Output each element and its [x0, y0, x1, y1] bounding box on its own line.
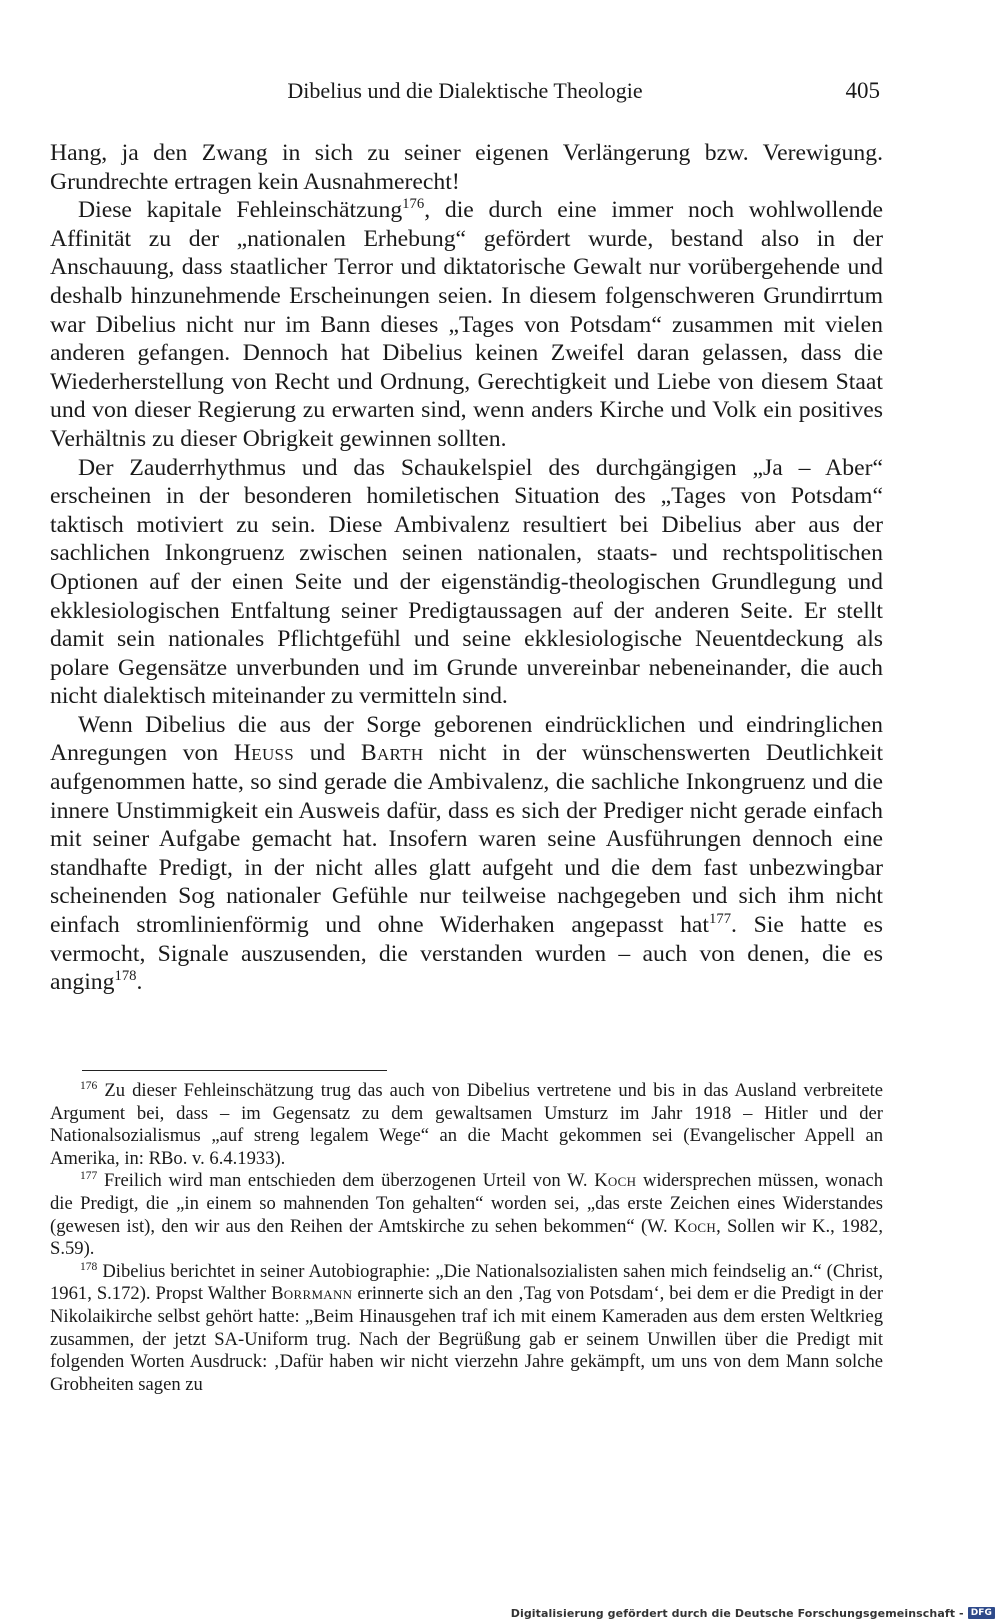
- author-name-koch-2: Koch: [674, 1215, 717, 1237]
- paragraph-2: [50, 196, 883, 453]
- footnote-number-177: 177: [80, 1170, 98, 1183]
- author-name-barth: Barth: [360, 740, 424, 767]
- footnote-176-text: Zu dieser Fehleinschätzung trug das auch von Dibelius vertretene und bis in das Ausland verbreitete Argument bei, dass – im Gegensatz zu dem gewaltsamen Umsturz im Jahr 1918 – Hitler und der Nationalsozialismus „auf streng legalem Wege“ an die Macht gekommen sei (Evangelischer Appell an Amerika, in: RBo. v. 6.4.1933).: [50, 1080, 884, 1169]
- paragraph-3: [50, 454, 883, 711]
- paragraph-4: [50, 711, 883, 997]
- digitization-note: Digitalisierung gefördert durch die Deutsche Forschungsgemeinschaft -: [510, 1606, 964, 1620]
- footnote-177-text-a: Freilich wird man entschieden dem überzogenen Urteil von W.: [103, 1170, 588, 1192]
- dfg-logo: DFG: [968, 1607, 995, 1619]
- footnote-number-176: 176: [80, 1080, 98, 1093]
- author-name-borrmann: Borrmann: [271, 1283, 353, 1305]
- footnote-178-text-a: Dibelius berichtet in seiner Autobiographie: „Die Nationalsozialisten sahen mich feindselig an.“ (Christ, 1961, S.172). Propst Walther: [50, 1260, 883, 1305]
- footnote-ref-177[interactable]: 177: [709, 911, 732, 928]
- digitization-footer: [511, 1605, 995, 1621]
- paragraph-4-text-a: Wenn Dibelius die aus der Sorge geborenen eindrücklichen und eindringlichen Anregungen von: [50, 711, 883, 767]
- footnote-177: [50, 1170, 883, 1260]
- paragraph-4-text-c: nicht in der wünschenswerten Deutlichkeit aufgenommen hatte, so sind gerade die Ambivalenz, die sachliche Inkongruenz und die innere Unstimmigkeit ein Ausweis dafür, dass es sich der Prediger nicht gerade einfach mit seiner Aufgabe gemacht hat. Insofern waren seine Ausführungen dennoch eine standhafte Predigt, in der nicht alles glatt aufgeht und die dem fast unbezwingbar scheinenden Sog nationaler Gefühle nur teilweise nachgegeben und sich ihm nicht einfach stromlinienförmig und ohne Widerhaken angepasst hat: [50, 740, 884, 939]
- footnote-177-text-c: , Sollen wir K., 1982, S.59).: [50, 1215, 884, 1260]
- footnote-177-text-b: widersprechen müssen, wonach die Predigt, die „in einem so mahnenden Ton gehalten“ worden sei, „das erste Zeichen eines Widerstandes (gewesen ist), den wir aus den Reihen der Amtskirche zu sehen bekommen“ (W.: [50, 1170, 883, 1237]
- paragraph-1-text: Hang, ja den Zwang in sich zu seiner eigenen Verlängerung bzw. Verewigung. Grundrechte ertragen kein Ausnahmerecht!: [50, 140, 883, 195]
- paragraph-2-text-a: Diese kapitale Fehleinschätzung: [78, 197, 403, 224]
- paragraph-4-text-e: .: [136, 969, 143, 996]
- author-name-heuss: Heuss: [233, 740, 295, 767]
- paragraph-3-text: Der Zauderrhythmus und das Schaukelspiel des durchgängigen „Ja – Aber“ erscheinen in der besonderen homiletischen Situation des „Tages von Potsdam“ taktisch motiviert zu sein. Diese Ambivalenz resultiert bei Dibelius aber aus der sachlichen Inkongruenz zwischen seinen nationalen, staats- und rechtspolitischen Optionen auf der einen Seite und der eigenständig-theologischen Grundlegung und ekklesiologischen Entfaltung seiner Predigtaussagen auf der anderen Seite. Er stellt damit sein nationales Pflichtgefühl und seine ekklesiologische Neuentdeckung als polare Gegensätze unverbunden und im Grunde unvereinbar nebeneinander, die auch nicht dialektisch miteinander zu vermitteln sind.: [50, 454, 883, 710]
- footnote-178: [50, 1261, 883, 1397]
- footnote-176: [50, 1080, 883, 1170]
- main-text: [50, 139, 883, 997]
- footnote-divider: [82, 1070, 387, 1071]
- running-header: [50, 78, 880, 112]
- footnote-178-text-b: erinnerte sich an den ‚Tag von Potsdam‘, bei dem er die Predigt in der Nikolaikirche selbst gehört hatte: „Beim Hinausgehen traf ich mit einem Kameraden aus dem ersten Weltkrieg zusammen, der jetzt SA-Uniform trug. Nach der Begrüßung gab er seinem Unwillen über die Predigt mit folgenden Worten Ausdruck: ‚Dafür haben wir nicht vierzehn Jahre gekämpft, um uns von dem Mann solche Grobheiten sagen zu: [50, 1283, 884, 1395]
- paragraph-1: [50, 139, 883, 196]
- paragraph-4-text-d: . Sie hatte es vermocht, Signale auszusenden, die verstanden wurden – auch von denen, die es anging: [50, 912, 883, 996]
- footnotes: [50, 1080, 883, 1396]
- paragraph-2-text-b: , die durch eine immer noch wohlwollende Affinität zu der „nationalen Erhebung“ gefördert wurde, bestand also in der Anschauung, dass staatlicher Terror und diktatorische Gewalt nur vorübergehende und deshalb hinzunehmende Erscheinungen seien. In diesem folgenschweren Grundirrtum war Dibelius nicht nur im Bann dieses „Tages von Potsdam“ zusammen mit vielen anderen gefangen. Dennoch hat Dibelius keinen Zweifel daran gelassen, dass die Wiederherstellung von Recht und Ordnung, Gerechtigkeit und Liebe von diesem Staat und von dieser Regierung zu erwarten sind, wenn anders Kirche und Volk ein positives Verhältnis zu dieser Obrigkeit gewinnen sollten.: [50, 197, 884, 452]
- author-name-koch: Koch: [594, 1170, 637, 1192]
- footnote-ref-178[interactable]: 178: [114, 968, 137, 985]
- footnote-ref-176[interactable]: 176: [402, 196, 425, 213]
- footnote-number-178: 178: [80, 1260, 98, 1273]
- paragraph-4-text-b: und: [309, 740, 346, 767]
- page-number: 405: [845, 78, 880, 103]
- running-title: Dibelius und die Dialektische Theologie: [287, 78, 643, 103]
